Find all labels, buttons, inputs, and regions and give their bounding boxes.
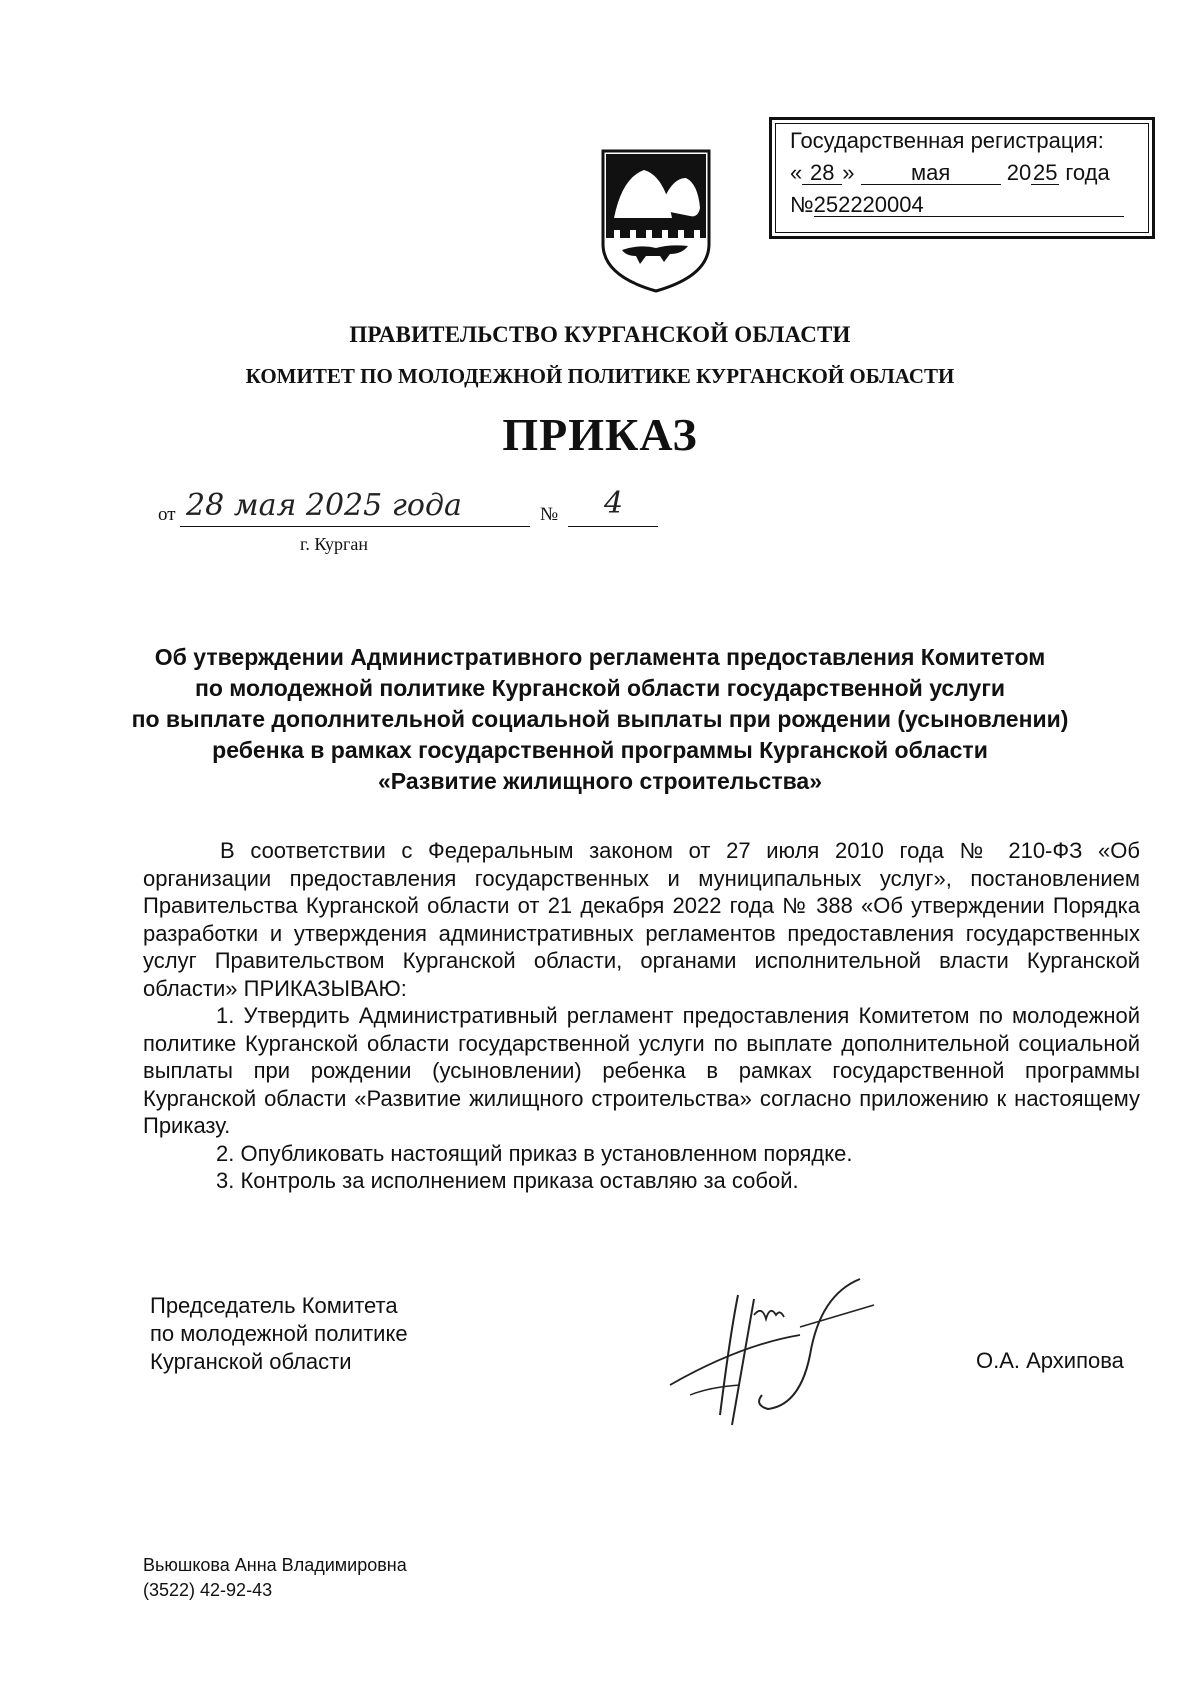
registration-title: Государственная регистрация: — [790, 128, 1104, 153]
signatory-name: О.А. Архипова — [976, 1348, 1124, 1373]
executor-phone: (3522) 42-92-43 — [143, 1580, 273, 1600]
order-date-handwritten: 28 мая 2025 года — [186, 488, 462, 523]
order-city: г. Курган — [300, 534, 369, 554]
committee-heading: КОМИТЕТ ПО МОЛОДЕЖНОЙ ПОЛИТИКЕ КУРГАНСКОЙ ОБЛАСТИ — [245, 364, 955, 388]
registration-number-label: № — [790, 192, 814, 217]
subject-line: по выплате дополнительной социальной выплаты при рождении (усыновлении) — [131, 706, 1069, 732]
handwritten-signature-icon — [650, 1275, 910, 1435]
executor-name: Вьюшкова Анна Владимировна — [143, 1555, 407, 1575]
subject-line: «Развитие жилищного строительства» — [377, 768, 823, 794]
signatory-position — [150, 1292, 408, 1376]
subject-line: ребенка в рамках государственной программы Курганской области — [212, 737, 988, 763]
document-type-title: ПРИКАЗ — [502, 409, 698, 460]
government-heading: ПРАВИТЕЛЬСТВО КУРГАНСКОЙ ОБЛАСТИ — [349, 322, 851, 347]
subject-line: Об утверждении Административного регламента предоставления Комитетом — [154, 644, 1046, 670]
position-line: по молодежной политике — [150, 1321, 408, 1346]
executor-info — [143, 1553, 407, 1603]
registration-year-word: года — [1065, 160, 1110, 185]
preamble-paragraph: В соответствии с Федеральным законом от 27 июля 2010 года № 210-ФЗ «Об организации предоставления государственных и муниципальных услуг», постановлением Правительства Курганской области от 21 декабря 2022 года № 388 «Об утверждении Порядка разработки и утверждения административных регламентов предоставления государственных услуг Правительством Курганской области, органами исполнительной власти Курганской области» ПРИКАЗЫВАЮ: — [143, 838, 1140, 1001]
registration-date: « 28 » мая 2025 года — [790, 160, 1110, 185]
registration-number-value: 252220004 — [814, 194, 1124, 217]
order-number-label: № — [540, 504, 559, 525]
registration-number — [790, 192, 1124, 218]
order-item-2: 2. Опубликовать настоящий приказ в установленном порядке. — [216, 1140, 853, 1166]
order-number-handwritten: 4 — [604, 486, 624, 521]
registration-day: 28 — [802, 162, 842, 185]
registration-stamp — [769, 117, 1155, 239]
order-item-1: 1. Утвердить Административный регламент предоставления Комитетом по молодежной политике Курганской области государственной услуги по выплате дополнительной социальной выплаты при рождении (усыновлении) ребенка в рамках государственной программы Курганской области «Развитие жилищного строительства» согласно приложению к настоящему Приказу. — [143, 1003, 1140, 1138]
position-line: Курганской области — [150, 1349, 352, 1374]
registration-year-prefix: 20 — [1006, 160, 1032, 185]
order-body — [143, 837, 1140, 1195]
subject-line: по молодежной политике Курганской области государственной услуги — [194, 675, 1006, 701]
coat-of-arms-icon — [600, 148, 712, 294]
registration-year-suffix: 25 — [1032, 160, 1058, 185]
registration-month: мая — [861, 162, 1001, 185]
order-subject — [120, 642, 1080, 797]
position-line: Председатель Комитета — [150, 1293, 398, 1318]
order-item-3: 3. Контроль за исполнением приказа оставляю за собой. — [216, 1168, 799, 1193]
order-from-label: от — [158, 504, 176, 525]
